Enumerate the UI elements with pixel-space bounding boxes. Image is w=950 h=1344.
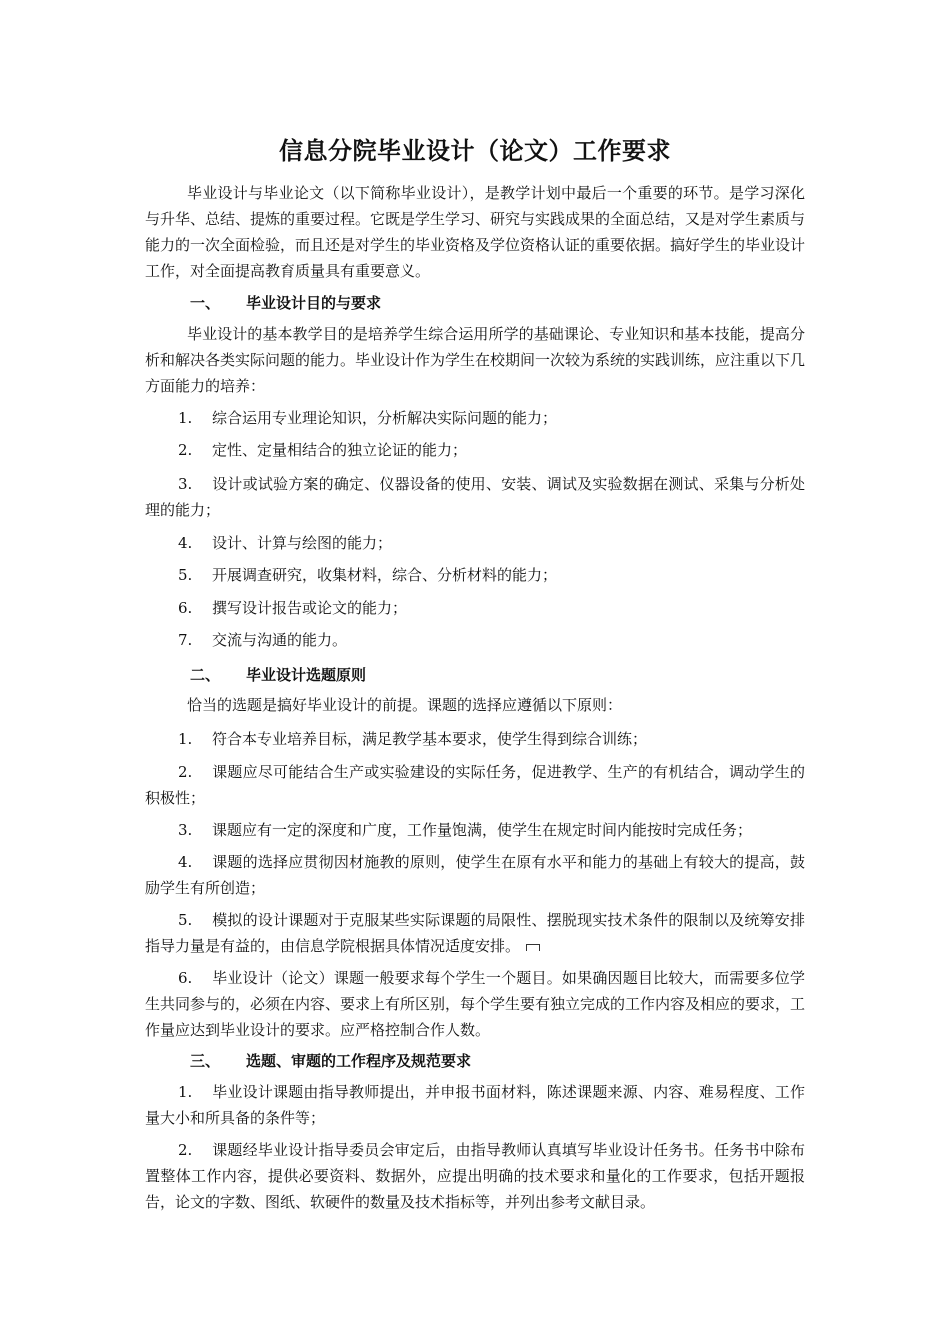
section-heading-2 (190, 664, 366, 685)
item-number: 3. (178, 821, 193, 839)
section-title: 选题、审题的工作程序及规范要求 (246, 1052, 472, 1070)
item-number: 5. (178, 911, 193, 929)
item-text: 设计、计算与绘图的能力； (212, 534, 393, 552)
list-item (145, 907, 805, 959)
item-text: 定性、定量相结合的独立论证的能力； (212, 441, 468, 459)
item-text: 模拟的设计课题对于克服某些实际课题的局限性、摆脱现实技术条件的限制以及统筹安排指导力量是有益的，由信息学院根据具体情况适度安排。 (145, 911, 805, 955)
list-item (145, 595, 805, 621)
item-number: 2. (178, 441, 193, 459)
section-number: 三、 (190, 1052, 221, 1070)
item-number: 1. (178, 409, 193, 427)
section-title: 毕业设计选题原则 (246, 666, 367, 684)
section-2-intro: 恰当的选题是搞好毕业设计的前提。课题的选择应遵循以下原则： (187, 696, 623, 714)
item-text: 课题经毕业设计指导委员会审定后，由指导教师认真填写毕业设计任务书。任务书中除布置整体工作内容，提供必要资料、数据外，应提出明确的技术要求和量化的工作要求，包括开题报告，论文的字数、图纸、软硬件的数量及技术指标等，并列出参考文献目录。 (145, 1141, 805, 1211)
page-title: 信息分院毕业设计（论文）工作要求 (279, 137, 671, 165)
item-text: 综合运用专业理论知识，分析解决实际问题的能力； (212, 409, 558, 427)
item-text: 交流与沟通的能力。 (212, 631, 348, 649)
item-text: 课题的选择应贯彻因材施教的原则，使学生在原有水平和能力的基础上有较大的提高，鼓励学生有所创造； (145, 853, 805, 897)
item-number: 4. (178, 534, 193, 552)
list-item (145, 849, 805, 901)
item-number: 6. (178, 599, 193, 617)
list-item (145, 530, 805, 556)
item-number: 2. (178, 763, 193, 781)
list-item (145, 965, 805, 1043)
item-text: 课题应尽可能结合生产或实验建设的实际任务，促进教学、生产的有机结合，调动学生的积极性； (145, 763, 805, 807)
item-text: 设计或试验方案的确定、仪器设备的使用、安装、调试及实验数据在测试、采集与分析处理的能力； (145, 475, 805, 519)
list-item (145, 817, 805, 843)
section-heading-3 (190, 1050, 471, 1071)
list-item (145, 759, 805, 811)
section-number: 二、 (190, 666, 221, 684)
item-text: 开展调查研究，收集材料，综合、分析材料的能力； (212, 566, 558, 584)
item-number: 4. (178, 853, 193, 871)
item-text: 撰写设计报告或论文的能力； (212, 599, 408, 617)
list-item (145, 1137, 805, 1215)
list-item (145, 726, 805, 752)
item-number: 5. (178, 566, 193, 584)
item-number: 1. (178, 730, 193, 748)
list-item (145, 437, 805, 463)
intro-paragraph: 毕业设计与毕业论文（以下简称毕业设计），是教学计划中最后一个重要的环节。是学习深化与升华、总结、提炼的重要过程。它既是学生学习、研究与实践成果的全面总结，又是对学生素质与能力的一次全面检验，而且还是对学生的毕业资格及学位资格认证的重要依据。搞好学生的毕业设计工作，对全面提高教育质量具有重要意义。 (145, 184, 806, 280)
list-item (145, 562, 805, 588)
item-text: 毕业设计课题由指导教师提出，并申报书面材料，陈述课题来源、内容、难易程度、工作量大小和所具备的条件等； (145, 1083, 805, 1127)
item-text: 毕业设计（论文）课题一般要求每个学生一个题目。如果确因题目比较大，而需要多位学生共同参与的，必须在内容、要求上有所区别，每个学生要有独立完成的工作内容及相应的要求，工作量应达到毕业设计的要求。应严格控制合作人数。 (145, 969, 806, 1039)
list-item (145, 1079, 805, 1131)
edit-mark-icon (526, 944, 540, 951)
list-item (145, 405, 805, 431)
section-title: 毕业设计目的与要求 (246, 294, 382, 312)
item-number: 6. (178, 969, 193, 987)
item-number: 3. (178, 475, 193, 493)
list-item (145, 627, 805, 653)
item-number: 7. (178, 631, 193, 649)
section-heading-1 (190, 292, 381, 313)
list-item (145, 471, 805, 523)
item-number: 2. (178, 1141, 193, 1159)
item-number: 1. (178, 1083, 193, 1101)
section-number: 一、 (190, 294, 221, 312)
item-text: 符合本专业培养目标，满足教学基本要求，使学生得到综合训练； (212, 730, 648, 748)
item-text: 课题应有一定的深度和广度，工作量饱满，使学生在规定时间内能按时完成任务； (212, 821, 753, 839)
section-1-intro: 毕业设计的基本教学目的是培养学生综合运用所学的基础课论、专业知识和基本技能，提高分析和解决各类实际问题的能力。毕业设计作为学生在校期间一次较为系统的实践训练，应注重以下几方面能力的培养： (145, 325, 806, 395)
